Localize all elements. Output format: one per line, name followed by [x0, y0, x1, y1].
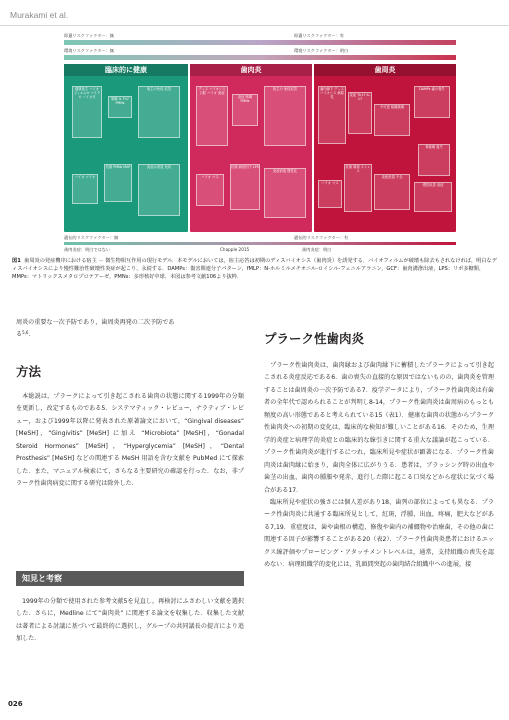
- risk-gradient-arrow-3: [64, 242, 456, 245]
- perio-box-1: 歯肉縁下 ディス バイオシス 病原性: [318, 86, 346, 144]
- figure-credit: Chapple 2015: [220, 247, 250, 252]
- page-number: 026: [8, 700, 23, 708]
- figure-caption-label: 図1: [12, 258, 21, 264]
- methods-body: [16, 391, 244, 491]
- health-box-6: 抗菌 PMNs MAP: [104, 164, 132, 202]
- figure-caption-text: 歯周炎の発症機序における宿主 － 微生物相互作用の現行モデル．本モデルにおいては，宿主応答は初期のディスバイオシス（歯肉炎）を誘発する．バイオフィルムが破壊も除去もされなければ，明白なディスバイオシスにより慢性難治性破壊性炎症が起こり，永続する．DAMPs：傷害関連分子パターン，fMLP：N-ホルミルメチオニル-ロイシル-フェニルアラニン，GCF：歯肉溝滲出液，LPS：リポ多糖類，MMPs：マトリックスメタロプロテアーゼ，PMNs：多形核好中球．本図は参考文献106より抜粋．: [12, 258, 497, 280]
- right-heading: プラーク性歯肉炎: [264, 331, 365, 346]
- panel-health-title: 臨床的に健康: [64, 64, 188, 76]
- risk-gradient-arrow-2: [64, 55, 456, 60]
- top-risk-right: 即遺リスクファクター：有: [294, 33, 344, 38]
- panel-gingivitis-title: 歯肉炎: [190, 64, 312, 76]
- left-intro-line-1: 周炎の重要な一次予防であり，歯周炎再発の二次予防であ: [16, 319, 175, 326]
- methods-heading: 方法: [16, 364, 42, 379]
- top-risk-left: 即遺リスクファクター：無: [64, 33, 114, 38]
- perio-box-9: 慢性疾患 炎症: [414, 182, 452, 212]
- gingivitis-box-1: ディス バイオシス 口腔 バイオ 炎症: [196, 86, 228, 146]
- bottom-risk-right: 遺伝的リスクファクター：有: [294, 235, 349, 240]
- health-box-2: 制御 IL Th7 PMNs: [108, 96, 132, 118]
- bottom-note-right: 歯肉炎症：明白: [302, 247, 332, 252]
- figure-caption: [12, 257, 497, 281]
- perio-box-8: 抗菌 環境 ストレス: [344, 164, 372, 212]
- left-intro-line-2: [16, 329, 244, 341]
- perio-box-6: 骨破壊 喪失: [418, 144, 450, 176]
- health-box-3: 宿主の免疫 応答: [138, 86, 180, 138]
- left-intro-end: ．: [28, 331, 35, 339]
- gingivitis-box-5: バイオ マス: [196, 174, 224, 206]
- results-heading: 知見と考察: [16, 571, 244, 586]
- bottom-note-left: 歯肉炎症：明白ではない: [64, 247, 111, 252]
- right-body: [264, 360, 494, 572]
- gingivitis-box-2: 炎症 制御 PMNs: [232, 94, 258, 126]
- methods-paragraph: 本総説は，プラークによって引き起こされる歯肉の状態に関する1999年の分類を更新し，改定するものである5．システマティック・レビュー，ナラティブ・レビュー，および1999年以降に発表された原著論文において，“Gingival diseases” [MeSH]，“Gingivitis” [MeSH] に加え “Microbiota” [MeSH]，“Gonadal Steroid Hormones” [MeSH]，“Hyperglycemia” [MeSH]，“Dental Prosthesis” [MeSH] などの関連する MeSH 用語を含む文献を PubMed にて探索した．また，マニュアル検索にて，さらなる主要研究の確認を行った．なお，非プラーク性歯肉病変に関する研究は除外した．: [16, 393, 244, 488]
- health-box-4: 炎症は消退 免疫: [138, 164, 180, 216]
- perio-box-3: 不可逆 組織破壊: [374, 104, 410, 136]
- env-risk-right: 環境リスクファクター：明白: [294, 48, 349, 53]
- bottom-risk-left: 遺伝的リスクファクター：無: [64, 235, 119, 240]
- figure-1: [62, 32, 458, 254]
- right-paragraph-1: プラーク性歯肉炎は，歯肉縁および歯肉縁下に蓄積したプラークによって引き起こされる炎症反応である6．歯の喪失の直接的な原因ではないものの，歯肉炎を管理することは歯周炎の一次予防である7．疫学データにより，プラーク性歯肉炎は有歯者の全年代で認められることが判明し8-14，プラーク性歯肉炎は歯周病のもっとも頻度の高い形態であると考えられている15（表1）．健康な歯肉の状態からプラーク性歯肉炎への初期の変化は，臨床的な検知が難しいことがある16．そのため，生理学的炎症と病理学的炎症との臨床的な線引きに関する重大な議論が起こっている．プラーク性歯肉炎が進行するにつれ，臨床所見や症状が顕著になる．プラーク性歯肉炎は歯肉縁に始まり，歯肉全体に広がりうる．患者は，ブラッシング時の出血や歯茎の出血，歯肉の腫脹や発赤，進行した際に起こる口臭などから症状に気づく場合がある17．: [264, 362, 494, 494]
- perio-box-5: DAMPs 歯の喪失: [414, 86, 450, 118]
- perio-box-4: 炎症消退 不全: [374, 174, 410, 210]
- left-intro-sup: 5,6: [22, 330, 29, 336]
- gingivitis-box-6: 抗菌 病因因子 LPS: [230, 164, 260, 210]
- results-body: [16, 596, 244, 646]
- perio-box-2: 炎症 Th17 IL-17: [348, 92, 372, 134]
- panel-periodontitis: [314, 64, 456, 232]
- perio-box-7: バイオ マス: [318, 180, 342, 208]
- health-box-1: 健康宿主 バイオ フィルム↔ マイクロ バイオタ: [72, 86, 102, 138]
- gingivitis-box-3: 宿主の 免疫応答: [264, 86, 306, 146]
- health-box-5: バイオ マイオ: [72, 174, 98, 204]
- left-intro: [16, 317, 244, 342]
- panel-gingivitis: [190, 64, 312, 232]
- results-paragraph: 1999年の分類で使用された参考文献5を見直し，再検討にふさわしい文献を選択した．さらに，Medline にて“歯肉炎” に関連する論文を収集した．収集した文献は著者による討議に基づいて最終的に選択し，グループの共同議長の提言により追加した．: [16, 598, 244, 643]
- risk-gradient-arrow-1: [64, 40, 456, 45]
- running-title: Murakami et al.: [10, 10, 69, 20]
- header-rule: [0, 25, 509, 26]
- panel-periodontitis-title: 歯周炎: [314, 64, 456, 76]
- gingivitis-box-4: 炎症消退 慢性化: [264, 168, 306, 218]
- env-risk-left: 環境リスクファクター：無: [64, 48, 114, 53]
- panel-health: [64, 64, 188, 232]
- right-paragraph-2: 臨床所見や症状の強さには個人差があり18，歯列の部位によっても異なる．プラーク性歯肉炎に共通する臨床所見として，紅斑，浮腫，出血，疼痛，肥大などがある7,19．重症度は，歯や歯根の構造，修復や歯内の補綴物や治療歯，その他の歯に関連する因子が影響することがある20（表2）．プラーク性歯肉炎患者におけるエックス線評価やプロービング・アタッチメントレベルは，通常，支持組織の喪失を認めない．病理組織学的変化には，乳頭間突起の歯肉結合組織中への進展，接: [264, 498, 494, 569]
- left-intro-line-2-text: る: [16, 331, 23, 339]
